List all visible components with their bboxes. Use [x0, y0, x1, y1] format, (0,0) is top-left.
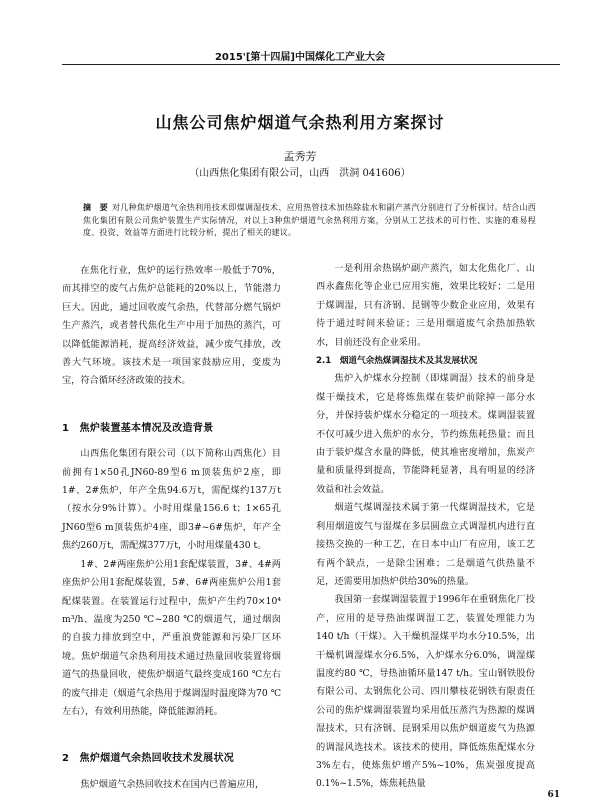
section-2-heading: 2 焦炉烟道气余热回收技术发展状况	[62, 753, 235, 765]
subsection-2-1-paragraph-2: 烟道气煤调湿技术属于第一代煤调湿技术，它是利用烟道废气与湿煤在多层圆盘立式调湿机内进行直接热交换的一种工艺，在日本中山厂有应用，该工艺有两个缺点，一是除尘困难；二是烟道气供热量不足，还需要用加热炉供给30%的热量。	[316, 502, 535, 587]
right-column	[316, 260, 535, 794]
subsection-2-1-paragraph-1: 焦炉入炉煤水分控制（即煤调湿）技术的前身是煤干燥技术，它是将炼焦煤在装炉前除掉一部分水分，并保持装炉煤水分稳定的一项技术。煤调湿装置不仅可减少进入焦炉的水分，节约炼焦耗热量；而且由于装炉煤含水量的降低，使其堆密度增加，焦炭产量和质量得到提高，节能降耗显著，具有明显的经济效益和社会效益。	[316, 373, 535, 495]
paper-title: 山焦公司焦炉烟道气余热利用方案探讨	[155, 113, 445, 132]
header-rule	[62, 64, 560, 65]
section-1-paragraph-1: 山西焦化集团有限公司（以下简称山西焦化）目前拥有1×50孔JN60-89型6 m顶装焦炉2座，即1#、2#焦炉，年产全焦94.6万t，需配煤约137万t（按水分9%计算）。小时用煤量156.6 t；1×65孔JN60型6 m顶装焦炉4座，即3#~6#焦炉，年产全焦约260万t，需配煤377万t，小时用煤量430 t。	[62, 448, 281, 552]
author: 孟秀芳	[283, 150, 317, 163]
subsection-2-1-paragraph-3: 我国第一套煤调湿装置于1996年在重钢焦化厂投产，应用的是导热油煤调湿工艺，装置处理能力为140 t/h（干煤）。入干燥机湿煤平均水分10.5%，出干燥机调湿煤水分6.5%，入炉煤水分6.0%，调湿煤温度约80 ℃，导热油循环量147 t/h。宝山钢铁股份有限公司、太钢焦化公司、四川攀枝花钢铁有限责任公司的焦炉煤调湿装置均采用低压蒸汽为热源的煤调湿技术，只有济钢、昆钢采用以焦炉烟道废气为热源的调湿风选技术。该技术的使用，降低炼焦配煤水分3%左右，使炼焦炉增产5%~10%，焦炭强度提高0.1%~1.5%，炼焦耗热量	[316, 594, 535, 790]
page-number: 61	[547, 790, 560, 800]
abstract-label: 摘 要	[83, 202, 108, 212]
intro-paragraph: 在焦化行业，焦炉的运行热效率一般低于70%，而其排空的废气占焦炉总能耗的20%以上，节能潜力巨大。因此，通过回收废气余热，代替部分燃气锅炉生产蒸汽，或者替代焦化生产中用于加热的蒸汽，可以降低能源消耗，提高经济效益，减少废气排放，改善大气环境。该技术是一项国家鼓励应用，变废为宝，符合循环经济政策的技术。	[62, 265, 281, 387]
spacer	[62, 721, 281, 739]
section-2-paragraph-1: 焦炉烟道气余热回收技术在国内已普遍应用，	[80, 778, 265, 790]
section-1-heading: 1 焦炉装置基本情况及改造背景	[62, 422, 214, 434]
section-1-paragraph-2: 1#、2#两座焦炉公用1套配煤装置，3#、4#两座焦炉公用1套配煤装置，5#、6#两座焦炉公用1套配煤装置。在装置运行过程中，焦炉产生约70×10⁴ m³/h、温度为250 ℃~280 ℃的烟道气，通过烟囱的自拔力排放到空中，严重浪费能源和污染厂区环境。焦炉烟道气余热利用技术通过热量回收装置将烟道气的热量回收，使焦炉烟道气最终变成160 ℃左右的废气排走（烟道气余热用于煤调湿时温度降为70 ℃左右），有效利用热能，降低能源消耗。	[62, 558, 281, 717]
conference-header: 2015'[第十四届]中国煤化工产业大会	[214, 52, 386, 63]
abstract-text: 对几种焦炉烟道气余热利用技术即煤调湿技术、应用热管技术加热除盐水和副产蒸汽分别进行了分析探讨。结合山西焦化集团有限公司焦炉装置生产实际情况，对以上3种焦炉烟道气余热利用方案，分别从工艺技术的可行性、实施的难易程度、投资、效益等方面进行比较分析，提出了相关的建议。	[83, 203, 536, 237]
abstract	[83, 201, 536, 240]
spacer	[62, 391, 281, 409]
left-column	[62, 262, 281, 794]
affiliation: （山西焦化集团有限公司，山西 洪洞 041606）	[189, 168, 411, 179]
section-2-paragraph-1-cont: 一是利用余热锅炉副产蒸汽，如太化焦化厂、山西永鑫焦化等企业已应用实施，效果比较好；二是用于煤调湿，只有济钢、昆钢等少数企业应用，效果有待于通过时间来验证；三是用烟道废气余热加热软水，目前还没有企业采用。	[316, 263, 535, 348]
subsection-2-1-heading: 2.1 烟道气余热煤调湿技术及其发展状况	[316, 356, 478, 367]
